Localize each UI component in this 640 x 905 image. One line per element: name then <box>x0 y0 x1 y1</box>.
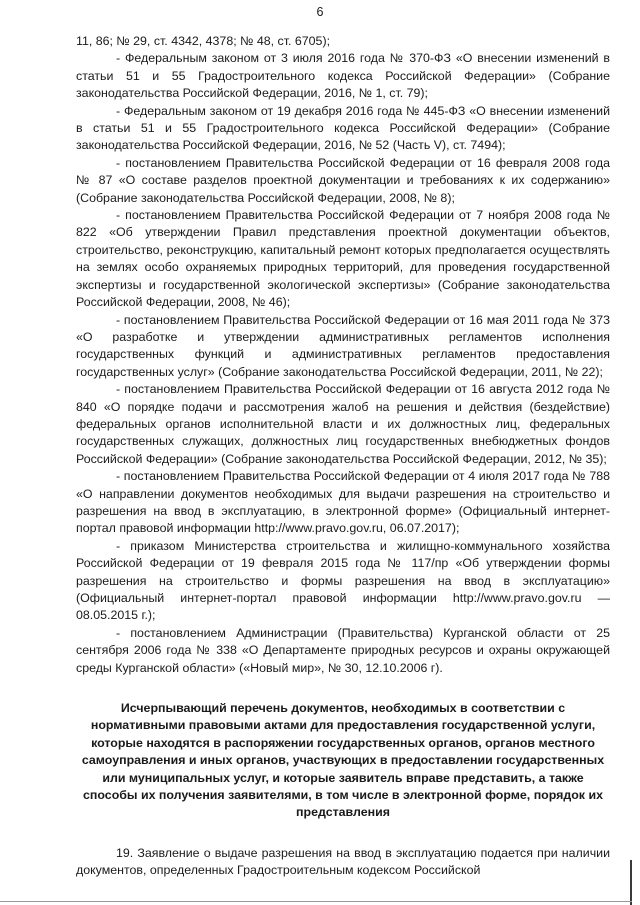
section-heading: Исчерпывающий перечень документов, необходимых в соответствии с нормативными правовыми актами для предоставления государственной услуги, которые находятся в распоряжении государственных органов, органов местного самоуправления и иных органов, участвующих в предоставлении государственных или муниципальных услуг, и которые заявитель вправе представить, а также способы их получения заявителями, в том числе в электронной форме, порядок их представления <box>81 701 605 820</box>
paragraph-19: 19. Заявление о выдаче разрешения на ввод в эксплуатацию подается при наличии документов, определенных Градостроительным кодексом Российской <box>76 845 610 878</box>
paragraph-continuation: 11, 86; № 29, ст. 4342, 4378; № 48, ст. 6705); <box>76 34 331 48</box>
list-item-resolution-373: - постановлением Правительства Российской Федерации от 16 мая 2011 года № 373 «О разработке и утверждении административных регламентов исполнения государственных функций и административных регламентов предоставления государственных услуг» (Собрание законодательства Российской Федерации, 2011, № 22); <box>76 312 610 379</box>
list-item-law-445-fz: - Федеральным законом от 19 декабря 2016 года № 445-ФЗ «О внесении изменений в статьи 51 и 55 Градостроительного кодекса Российской Федерации» (Собрание законодательства Российской Федерации, 2016, № 52 (Часть V), ст. 7494); <box>76 103 610 153</box>
document-body <box>76 33 610 880</box>
scan-edge-line <box>630 860 632 905</box>
list-item-resolution-822: - постановлением Правительства Российской Федерации от 7 ноября 2008 года № 822 «Об утверждении Правил представления проектной документации объектов, строительство, реконструкцию, капитальный ремонт которых предполагается осуществлять на землях особо охраняемых природных территорий, для проведения государственной экспертизы и государственной экологической экспертизы» (Собрание законодательства Российской Федерации, 2008, № 46); <box>76 208 610 310</box>
list-item-resolution-840: - постановлением Правительства Российской Федерации от 16 августа 2012 года № 840 «О порядке подачи и рассмотрения жалоб на решения и действия (бездействие) федеральных органов исполнительной власти и их должностных лиц, федеральных государственных служащих, должностных лиц государственных внебюджетных фондов Российской Федерации» (Собрание законодательства Российской Федерации, 2012, № 35); <box>76 382 610 466</box>
page-number: 6 <box>316 5 324 19</box>
list-item-law-370-fz: - Федеральным законом от 3 июля 2016 года № 370-ФЗ «О внесении изменений в статьи 51 и 55 Градостроительного кодекса Российской Федерации» (Собрание законодательства Российской Федерации, 2016, № 1, ст. 79); <box>76 51 610 101</box>
scan-bottom-line <box>0 901 632 902</box>
list-item-resolution-87: - постановлением Правительства Российской Федерации от 16 февраля 2008 года № 87 «О составе разделов проектной документации и требованиях к их содержанию» (Собрание законодательства Российской Федерации, 2008, № 8); <box>76 155 610 205</box>
list-item-order-117pr: - приказом Министерства строительства и жилищно-коммунального хозяйства Российской Федерации от 19 февраля 2015 года № 117/пр «Об утверждении формы разрешения на строительство и формы разрешения на ввод в эксплуатацию» (Официальный интернет-портал правовой информации http://www.pravo.gov.ru — 08.05.2015 г.); <box>76 538 610 623</box>
list-item-resolution-788: - постановлением Правительства Российской Федерации от 4 июля 2017 года № 788 «О направлении документов необходимых для выдачи разрешения на строительство и разрешения на ввод в эксплуатацию, в электронной форме» (Официальный интернет-портал правовой информации http://www.pravo.gov.ru, 06.07.2017); <box>76 469 610 536</box>
list-item-resolution-338: - постановлением Администрации (Правительства) Курганской области от 25 сентября 2006 года № 338 «О Департаменте природных ресурсов и охраны окружающей среды Курганской области» («Новый мир», № 30, 12.10.2006 г). <box>76 625 610 675</box>
